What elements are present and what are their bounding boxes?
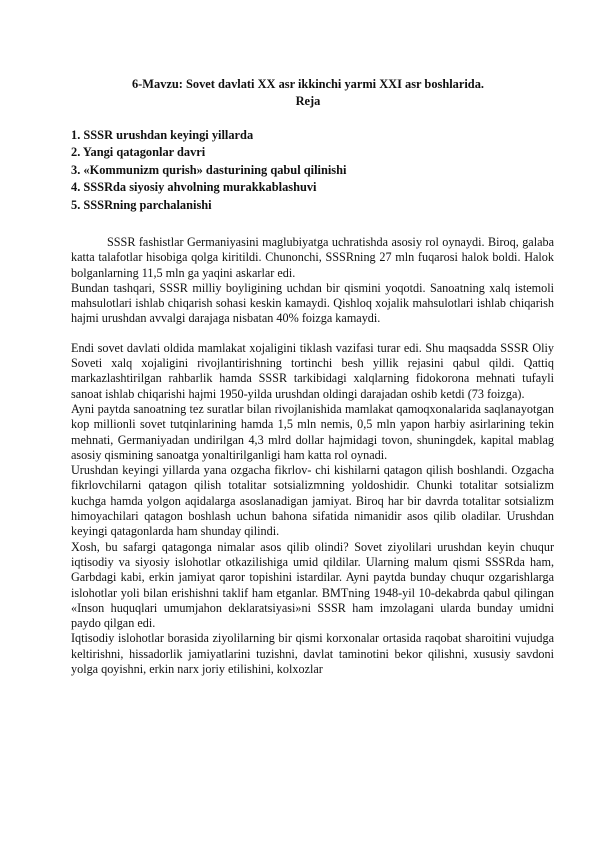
document-body (71, 235, 554, 677)
body-paragraph: Iqtisodiy islohotlar borasida ziyolilarning bir qismi korxonalar ortasida raqobat sharoitini vujudga keltirishni, hissadorlik jamiyatlarini tuzishni, davlat taminotini bekor qilishni, xususiy savdoni yolga qoyishni, erkin narx joriy etilishini, kolxozlar (71, 631, 554, 677)
plan-list (71, 127, 551, 214)
body-paragraph: Bundan tashqari, SSSR milliy boyligining uchdan bir qismini yoqotdi. Sanoatning xalq istemoli mahsulotlari ishlab chiqarish sohasi keskin kamaydi. Qishloq xojalik mahsulotlari ishlab chiqarish hajmi urushdan avvalgi darajaga nisbatan 40% foizga kamaydi. (71, 280, 554, 326)
document-title: 6-Mavzu: Sovet davlati XX asr ikkinchi yarmi XXI asr boshlarida. (131, 77, 484, 91)
body-paragraph: Xosh, bu safargi qatagonga nimalar asos qilib olindi? Sovet ziyolilari urushdan keyin chuqur iqtisodiy va siyosiy islohotlar otkazilishiga umid qildilar. Ularning malum qismi SSSRda ham, Garbdagi kabi, erkin jamiyat qaror topishini istardilar. Ayni paytda bunday chuqur ozgarishlarga islohotlar yoli bilan erishishni taklif ham etganlar. BMTning 1948-yil 10-dekabrda qabul qilingan «Inson huquqlari umumjahon deklaratsiyasi»ni SSSR ham imzolagani ularda bunday umidni paydo qilgan edi. (71, 539, 554, 631)
body-paragraph: Endi sovet davlati oldida mamlakat xojaligini tiklash vazifasi turar edi. Shu maqsadda SSSR Oliy Soveti xalq xojaligini rivojlantirishning tortinchi besh yillik rejasini qabul qildi. Qattiq markazlashtirilgan rahbarlik hamda SSSR tarkibidagi xalqlarning fidokorona mehnati tufayli sanoat ishlab chiqarishi hajmi 1950-yilda urushdan oldingi darajadan oshib ketdi (73 foizga). (71, 340, 554, 401)
plan-item: 1. SSSR urushdan keyingi yillarda (71, 128, 254, 142)
plan-item: 4. SSSRda siyosiy ahvolning murakkablashuvi (71, 180, 317, 195)
body-paragraph: Ayni paytda sanoatning tez suratlar bilan rivojlanishida mamlakat qamoqxonalarida saqlanayotgan kop millionli sovet tutqinlarining hamda 1,5 mln nemis, 0,5 mln yapon harbiy asirlarining tekin mehnati, Germaniyadan undirilgan 4,3 mlrd dollar hajmidagi tovon, shuningdek, kapital mablag asosiy qismining sanoatga yonaltirilganligi ham katta rol oynadi. (71, 401, 554, 462)
plan-item: 2. Yangi qatagonlar davri (71, 145, 206, 160)
plan-item: 5. SSSRning parchalanishi (71, 197, 212, 212)
document-subtitle: Reja (295, 94, 321, 108)
body-paragraph: SSSR fashistlar Germaniyasini maglubiyatga uchratishda asosiy rol oynaydi. Biroq, galaba katta talafotlar hisobiga qolga kiritildi. Chunonchi, SSSRning 27 mln fuqarosi halok boldi. Halok bolganlarning 11,5 mln ga yaqini askarlar edi. (71, 235, 554, 280)
plan-item: 3. «Kommunizm qurish» dasturining qabul qilinishi (71, 162, 347, 177)
body-paragraph: Urushdan keyingi yillarda yana ozgacha fikrlov- chi kishilarni qatagon qilish boshlandi. Ozgacha fikrlovchilarni qatagon qilish totalitar sotsializmning yoldoshidir. Chunki totalitar sotsializm kuchga hamda yolgon aqidalarga asoslanadigan jamiyat. Biroq har bir davrda totalitar sotsializm himoyachilari qatagon boshlash uchun bahona sifatida nimanidir asos qilib oladilar. Urushdan keyingi qatagonlarda ham shunday qilindi. (71, 463, 554, 539)
